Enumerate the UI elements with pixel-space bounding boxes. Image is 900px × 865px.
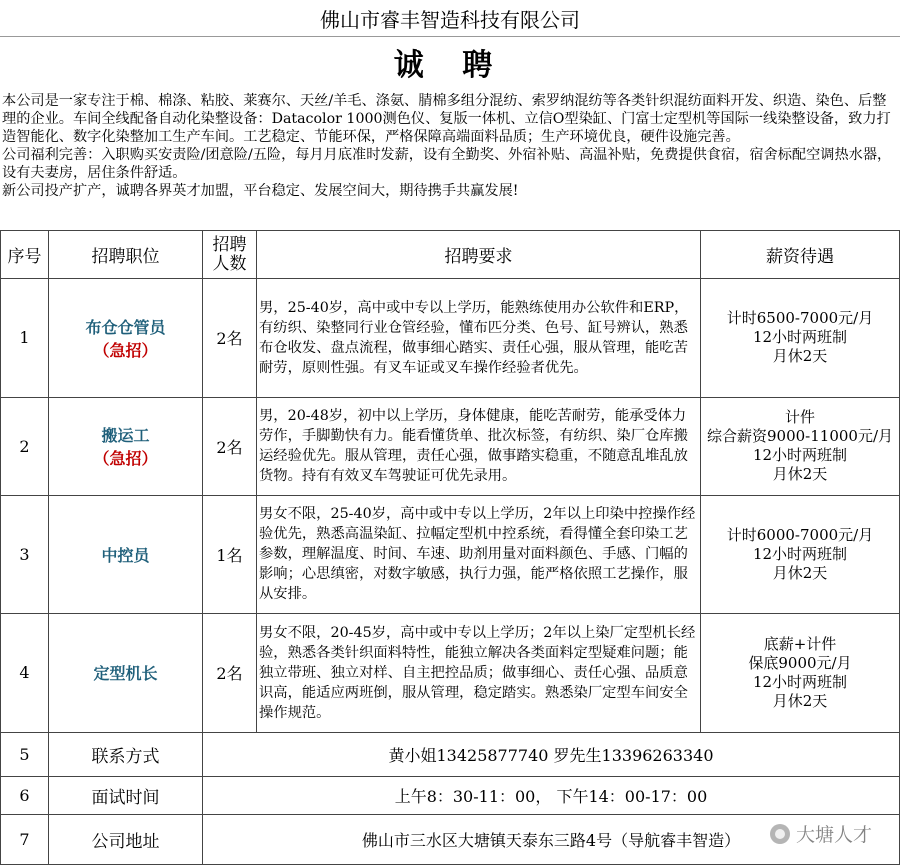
header-requirements: 招聘要求: [257, 231, 701, 279]
table-row: [1, 279, 900, 397]
job-title: 中控员: [101, 545, 150, 565]
job-requirements: 男女不限，20-45岁，高中或中专以上学历；2年以上染厂定型机长经验，熟悉各类针织面料特性，能独立解决各类面料定型疑难问题；能独立带班、独立对样、自主把控品质；做事细心、责任心强、品质意识高，能适应两班倒，服从管理，稳定踏实。熟悉染厂定型车间安全操作规范。: [257, 614, 701, 732]
interview-time-label: 面试时间: [49, 776, 203, 814]
salary-line: 计时6000-7000元/月: [726, 525, 874, 544]
salary-line: 12小时两班制: [752, 328, 848, 347]
salary-line: 12小时两班制: [752, 672, 848, 691]
job-position: [49, 495, 203, 613]
salary-line: 综合薪资9000-11000元/月: [706, 427, 893, 446]
intro-paragraph: 公司福利完善：入职购买安责险/团意险/五险，每月月底准时发薪，设有全勤奖、外宿补贴、高温补贴，免费提供食宿，宿舍标配空调热水器，设有夫妻房，居住条件舒适。: [2, 147, 892, 181]
header-no: 序号: [1, 231, 49, 279]
job-count: 2名: [203, 614, 257, 732]
table-row: [1, 397, 900, 495]
job-requirements: 男女不限，25-40岁，高中或中专以上学历，2年以上印染中控操作经验优先，熟悉高温染缸、拉幅定型机中控系统，看得懂全套印染工艺参数，理解温度、时间、车速、助剂用量对面料颜色、手感、门幅的影响；心思缜密，对数字敏感，执行力强，能严格依照工艺操作，服从安排。: [257, 495, 701, 613]
table-row: [1, 776, 900, 814]
table-row: [1, 495, 900, 613]
intro-paragraph: 本公司是一家专注于棉、棉涤、粘胶、莱赛尔、天丝/羊毛、涤氨、腈棉多组分混纺、索罗纳混纺等各类针织混纺面料开发、织造、染色、后整理的企业。车间全线配备自动化染整设备：Datacolor 1000测色仪、复版一体机、立信O型染缸、门富士定型机等国际一线染整设备，致力打造智能化、数字化染整加工生产车间。工艺稳定、节能环保，严格保障高端面料品质；生产环境优良，硬件设施完善。: [2, 93, 891, 145]
salary-line: 月休2天: [772, 563, 828, 582]
info-no: 7: [1, 814, 49, 864]
address-value: 佛山市三水区大塘镇天泰东三路4号（导航睿丰智造）: [203, 814, 900, 864]
watermark: [770, 820, 872, 847]
job-no: 2: [1, 397, 49, 495]
info-no: 6: [1, 776, 49, 814]
salary-line: 保底9000元/月: [748, 653, 852, 672]
job-no: 3: [1, 495, 49, 613]
job-count: 2名: [203, 397, 257, 495]
job-count: 2名: [203, 279, 257, 397]
job-title: 布仓仓管员: [85, 317, 166, 337]
table-header-row: [1, 231, 900, 279]
recruitment-table: [0, 230, 900, 865]
salary-line: 月休2天: [772, 465, 828, 484]
job-salary: [701, 614, 900, 732]
intro-paragraph: 新公司投产扩产，诚聘各界英才加盟，平台稳定、发展空间大，期待携手共赢发展!: [2, 183, 519, 199]
table-row: [1, 732, 900, 776]
address-label: 公司地址: [49, 814, 203, 864]
salary-line: 12小时两班制: [752, 544, 848, 563]
wechat-logo-icon: [770, 824, 790, 844]
salary-line: 12小时两班制: [752, 446, 848, 465]
urgent-tag: （急招）: [93, 449, 158, 469]
job-salary: [701, 279, 900, 397]
table-row: [1, 614, 900, 732]
urgent-tag: （急招）: [93, 340, 158, 360]
job-title: 定型机长: [93, 664, 158, 684]
header-position: 招聘职位: [49, 231, 203, 279]
job-count: 1名: [203, 495, 257, 613]
contact-value: 黄小姐13425877740 罗先生13396263340: [203, 732, 900, 776]
job-no: 4: [1, 614, 49, 732]
company-name: 佛山市睿丰智造科技有限公司: [0, 0, 900, 37]
job-no: 1: [1, 279, 49, 397]
job-position: [49, 279, 203, 397]
job-requirements: 男，25-40岁，高中或中专以上学历，能熟练使用办公软件和ERP，有纺织、染整同行业仓管经验，懂布匹分类、色号、缸号辨认，熟悉布仓收发、盘点流程，做事细心踏实、责任心强，服从管理，能吃苦耐劳，原则性强。有叉车证或叉车操作经验者优先。: [257, 279, 701, 397]
contact-label: 联系方式: [49, 732, 203, 776]
job-title: 搬运工: [101, 426, 150, 446]
job-position: [49, 397, 203, 495]
table-row: [1, 814, 900, 864]
header-count: 招聘人数: [203, 231, 257, 279]
salary-line: 计件: [784, 408, 815, 427]
salary-line: 底薪+计件: [763, 634, 837, 653]
job-requirements: 男，20-48岁，初中以上学历，身体健康，能吃苦耐劳，能承受体力劳作，手脚勤快有力。能看懂货单、批次标签，有纺织、染厂仓库搬运经验优先。服从管理，责任心强，做事踏实稳重，不随意乱堆乱放货物。持有有效叉车驾驶证可优先录用。: [257, 397, 701, 495]
salary-line: 计时6500-7000元/月: [726, 309, 874, 328]
salary-line: 月休2天: [772, 347, 828, 366]
job-position: [49, 614, 203, 732]
info-no: 5: [1, 732, 49, 776]
job-salary: [701, 495, 900, 613]
page-title: 诚 聘: [393, 48, 507, 83]
company-intro: [2, 92, 895, 200]
watermark-text: 大塘人才: [795, 824, 872, 846]
salary-line: 月休2天: [772, 691, 828, 710]
job-salary: [701, 397, 900, 495]
interview-time-value: 上午8：30-11：00， 下午14：00-17：00: [203, 776, 900, 814]
header-salary: 薪资待遇: [701, 231, 900, 279]
